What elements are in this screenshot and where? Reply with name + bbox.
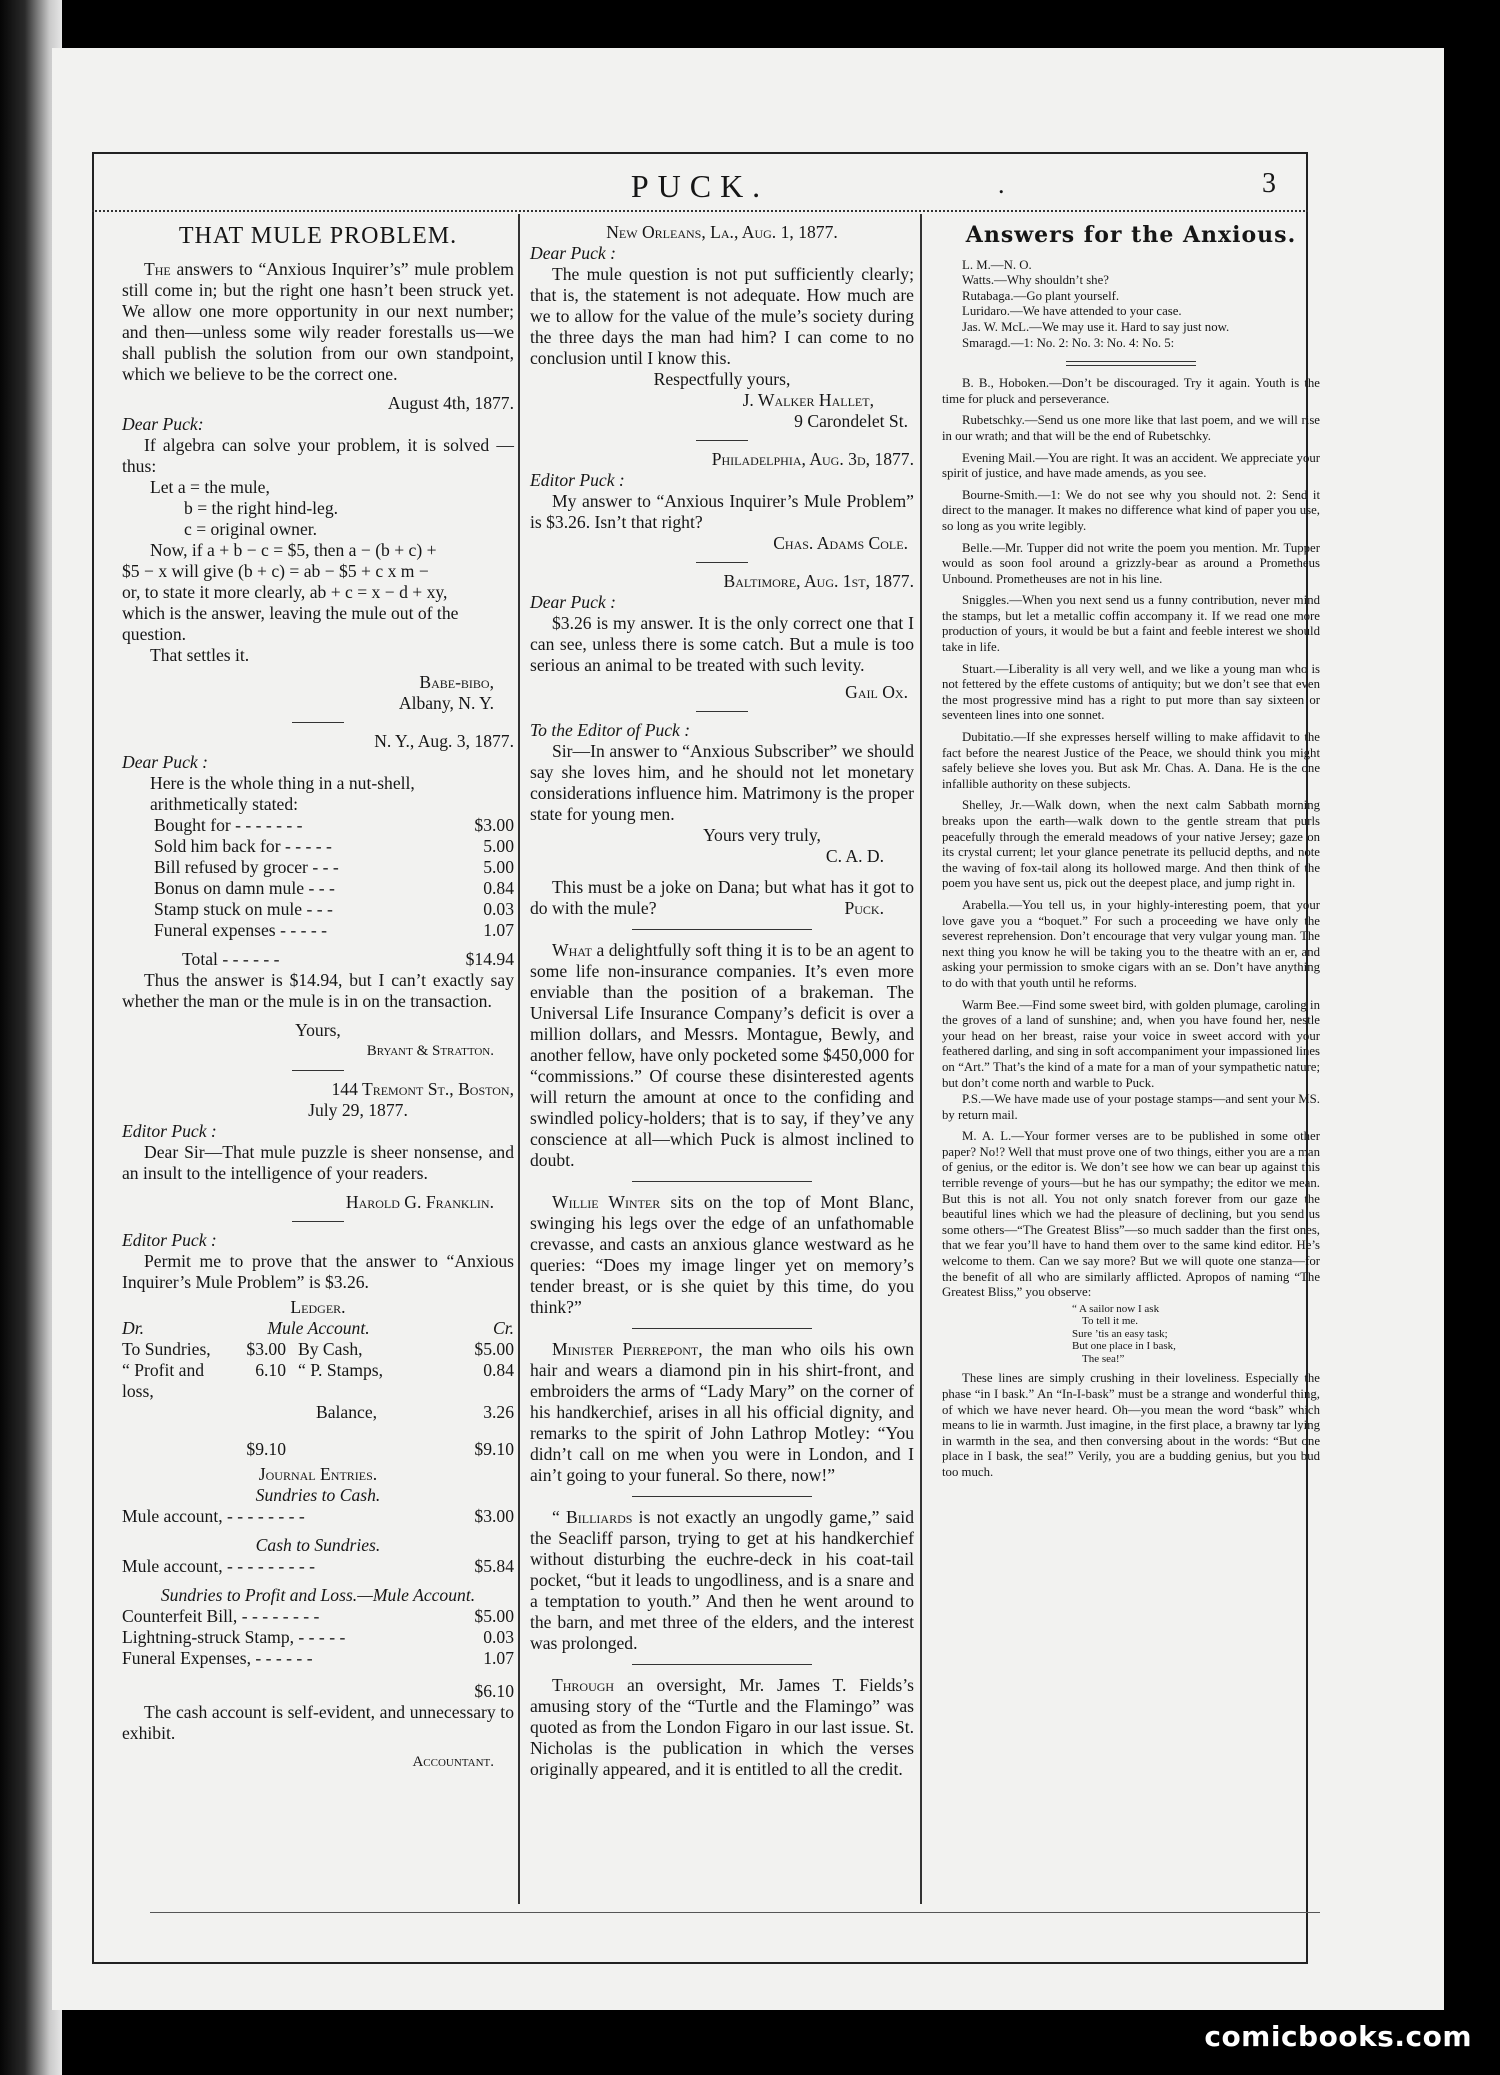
account-row	[122, 899, 514, 920]
letter-signature: Chas. Adams Cole.	[773, 533, 908, 553]
journal-amount: 0.03	[483, 1627, 514, 1647]
letter-body: The mule question is not put sufficiently clearly; that is, the statement is not adequate. How much are we to allow for the value of the mule’s society during the three days the man had him? I can come to no conclusion until I know this.	[530, 264, 914, 368]
account-amount: $3.00	[474, 815, 514, 835]
journal-label: Mule account,	[122, 1556, 223, 1576]
algebra-line: c = original owner.	[184, 519, 318, 539]
letter-place: Albany, N. Y.	[398, 693, 494, 713]
letter-closing: Yours very truly,	[703, 825, 821, 845]
letter-signature: Harold G. Franklin.	[345, 1192, 494, 1212]
letter-body: Sir—In answer to “Anxious Subscriber” we should say she loves him, and he should not let monetary considerations influence him. Matrimony is the proper state for young men.	[530, 741, 914, 824]
letter-date: New Orleans, La., Aug. 1, 1877.	[606, 222, 838, 242]
account-label: Bill refused by grocer	[154, 857, 308, 877]
letter-signature: Accountant.	[412, 1754, 494, 1770]
ledger-cr: Cr.	[492, 1318, 514, 1338]
ledger-row	[122, 1402, 514, 1423]
paragraph-text: is not exactly an ungodly game,” said the Seacliff parson, trying to get at his handkerchief without disturbing the euchre-deck in his coat-tail pocket, “but it leads to ungodliness, and is a snare and a temptation to youth.” And then he went around to the barn, and met three of the elders, and the interest was prolonged.	[530, 1507, 914, 1653]
lead-word: Willie Winter	[552, 1192, 661, 1212]
letter-salutation: To the Editor of Puck :	[530, 720, 691, 740]
journal-label: Funeral Expenses,	[122, 1648, 251, 1668]
note-text: This must be a joke on Dana; but what has it got to do with the mule?	[530, 877, 914, 918]
letter-body: Permit me to prove that the answer to “Anxious Inquirer’s Mule Problem” is $3.26.	[122, 1251, 514, 1292]
journal-total: $6.10	[474, 1681, 514, 1701]
letter-date: August 4th, 1877.	[387, 393, 514, 413]
account-amount: 0.03	[483, 899, 514, 919]
lead-word: What	[552, 940, 592, 960]
lead-word: “ Billiards	[552, 1507, 633, 1527]
journal-amount: $3.00	[474, 1506, 514, 1526]
account-row	[122, 878, 514, 899]
ledger-cell: To Sundries,	[122, 1339, 211, 1359]
poem-line: “ A sailor now I ask	[1072, 1302, 1160, 1315]
algebra-line: Let a = the mule,	[150, 477, 270, 497]
account-amount: 1.07	[483, 920, 514, 940]
letter-date: N. Y., Aug. 3, 1877.	[374, 731, 514, 751]
column-1	[122, 222, 514, 1773]
paragraph-text: an oversight, Mr. James T. Fields’s amusing story of the “Turtle and the Flamingo” was quoted as from the London Figaro in our last issue. St. Nicholas is the publication in which the verses originally appeared, and it is entitled to all the credit.	[530, 1675, 914, 1779]
ledger-total-row	[122, 1439, 514, 1460]
answer-item: Rutabaga.—Go plant yourself.	[962, 288, 1120, 303]
letter-signature: Babe-bibo,	[419, 672, 494, 692]
divider	[632, 1664, 812, 1665]
paragraph	[530, 1339, 914, 1486]
journal-row	[122, 1556, 514, 1577]
dot-leader: - - -	[312, 857, 339, 877]
account-row	[122, 920, 514, 941]
divider	[696, 711, 748, 712]
dot-leader: - - - - -	[280, 920, 327, 940]
ledger-header	[122, 1318, 514, 1339]
answer-item: L. M.—N. O.	[962, 257, 1032, 272]
letter-body: $3.26 is my answer. It is the only correct one that I can see, unless there is some catch. But a mule is too serious an animal to be treated with such levity.	[530, 613, 914, 675]
dot-leader: - - - - - - - -	[227, 1506, 305, 1526]
journal-amount: $5.00	[474, 1606, 514, 1626]
ledger-cell: $5.00	[474, 1339, 514, 1359]
intro-paragraph	[122, 259, 514, 385]
answer-item: Sniggles.—When you next send us a funny contribution, never mind the stamps, but let a metallic coffin accompany it. If we read one more production of yours, it would be but a faint and feeble interest we should take in life.	[942, 593, 1320, 655]
answer-item: Luridaro.—We have attended to your case.	[962, 304, 1182, 319]
paragraph	[530, 1192, 914, 1318]
answers-heading: Answers for the Anxious.	[965, 222, 1297, 248]
divider	[696, 562, 748, 563]
ledger-row	[122, 1339, 514, 1360]
letter-signature: Gail Ox.	[845, 682, 908, 702]
account-amount: 5.00	[483, 836, 514, 856]
divider	[632, 1328, 812, 1329]
answer-item: Watts.—Why shouldn’t she?	[962, 273, 1109, 288]
divider	[292, 722, 344, 723]
divider	[632, 1181, 812, 1182]
letter-text: That settles it.	[150, 645, 250, 665]
page-number: 3	[1262, 168, 1276, 199]
answer-item: Dubitatio.—If she expresses herself willing to make affidavit to the fact before the nearest Justice of the Peace, we should think you might safely believe she loves you. But ask Mr. Chas. A. Dana. He is the one infallible authority on these subjects.	[942, 730, 1320, 791]
journal-row	[122, 1506, 514, 1527]
letter-signature: J. Walker Hallet,	[742, 390, 874, 410]
lead-word: Through	[552, 1675, 615, 1695]
ledger-total: $9.10	[246, 1439, 286, 1459]
letter-salutation: Dear Puck :	[530, 243, 616, 263]
paragraph-text: sits on the top of Mont Blanc, swinging his legs over the edge of an unfathomable crevasse, and casts an anxious glance westward as he queries: “Does my image linger yet on memory’s tender breast, or is she quiet by this time, do you think?”	[530, 1192, 915, 1317]
dot-leader: - - -	[308, 878, 335, 898]
ledger-cell: “ P. Stamps,	[298, 1360, 384, 1380]
answer-item: Stuart.—Liberality is all very well, and we like a young man who is not fettered by the effete customs of antiquity; but we don’t see that even the most progressive mind has a right to put more than say sixteen or seventeen lines into one sonnet.	[942, 661, 1320, 723]
article-heading: THAT MULE PROBLEM.	[178, 223, 458, 249]
journal-label: Counterfeit Bill,	[122, 1606, 238, 1626]
algebra-line: Now, if a + b − c = $5, then a − (b + c) +	[150, 540, 437, 560]
answer-item: These lines are simply crushing in their loveliness. Especially the phase “in I bask.” An “In-I-bask” must be a strange and wonderful thing, of which we have never heard. Oh—you mean the word “bask” which means to lie in warmth. Just imagine, in the first place, a brawny tar lying in warmth in the sea, and then conversing about in the words: “But one place in I bask, the sea!” Verily, you are a budding genius, but you bud too much.	[942, 1371, 1320, 1479]
masthead-title: PUCK.	[630, 168, 770, 204]
letter-text: Thus the answer is $14.94, but I can’t exactly say whether the man or the mule is in on the transaction.	[122, 970, 514, 1011]
letter-salutation: Dear Puck :	[122, 752, 208, 772]
ledger-account: Mule Account.	[267, 1318, 370, 1338]
ledger-cell: $3.00	[246, 1339, 286, 1359]
letter-body: If algebra can solve your problem, it is solved —thus:	[122, 435, 514, 476]
divider	[292, 1221, 344, 1222]
ledger-cell: 3.26	[483, 1402, 514, 1422]
account-label: Stamp stuck on mule	[154, 899, 303, 919]
account-row	[122, 857, 514, 878]
letter-signature: C. A. D.	[825, 846, 884, 866]
ledger-cell: 0.84	[483, 1360, 514, 1380]
letter-address: 9 Carondelet St.	[794, 411, 908, 431]
account-amount: 0.84	[483, 878, 514, 898]
journal-row	[122, 1648, 514, 1669]
journal-label: Lightning-struck Stamp,	[122, 1627, 295, 1647]
ledger-heading: Ledger.	[290, 1297, 346, 1317]
account-label: Sold him back for	[154, 836, 281, 856]
dot-leader: - - - - -	[284, 836, 332, 856]
ledger-total: $9.10	[474, 1439, 514, 1459]
answer-item: Shelley, Jr.—Walk down, when the next calm Sabbath morning breaks upon the earth—walk down to the gentle stream that purls peacefully through the emerald meadows of your native Jersey; gaze on its crystal current; let your glance penetrate its pellucid depths, and note the waving of fox-tail along its hollowed marge. And then think of the poem you have sent us, pick out the deepest place, and jump right in.	[942, 798, 1320, 891]
intro-text: answers to “Anxious Inquirer’s” mule problem still come in; but the right one hasn’t been struck yet. We allow one more opportunity in our next number; and then—unless some wily reader forestalls us—we shall publish the solution from our own standpoint, which we believe to be the correct one.	[122, 259, 514, 384]
account-label: Bought for	[154, 815, 231, 835]
dot-leader: - - - - - - - - -	[227, 1556, 315, 1576]
account-row	[122, 815, 514, 836]
letter-date: Baltimore, Aug. 1st, 1877.	[723, 571, 914, 591]
letter-date: July 29, 1877.	[308, 1100, 408, 1120]
journal-heading: Journal Entries.	[258, 1464, 378, 1484]
journal-row	[122, 1606, 514, 1627]
letter-salutation: Editor Puck :	[530, 470, 625, 490]
divider	[1066, 361, 1196, 366]
letter-date: Philadelphia, Aug. 3d, 1877.	[711, 449, 914, 469]
letter-salutation: Dear Puck:	[122, 414, 204, 434]
poem-line: The sea!”	[1082, 1352, 1125, 1365]
divider	[696, 440, 748, 441]
paragraph	[530, 940, 914, 1171]
dot-leader: - - - - - -	[255, 1648, 313, 1668]
answer-item: P.S.—We have made use of your postage stamps—and sent your MS. by return mail.	[942, 1092, 1320, 1122]
algebra-line: which is the answer, leaving the mule out of the question.	[122, 603, 459, 644]
letter-salutation: Dear Puck :	[530, 592, 616, 612]
account-label: Funeral expenses	[154, 920, 276, 940]
masthead-rule	[92, 210, 1308, 212]
dot-leader: - - -	[306, 899, 333, 919]
total-label: Total	[182, 949, 218, 969]
ledger-cell: 6.10	[255, 1360, 286, 1380]
letter-address: 144 Tremont St., Boston,	[331, 1079, 514, 1099]
journal-amount: 1.07	[483, 1648, 514, 1668]
ledger-cell: Balance,	[316, 1402, 378, 1422]
answer-item: Smaragd.—1: No. 2: No. 3: No. 4: No. 5:	[962, 335, 1175, 350]
puck-note	[530, 877, 914, 919]
answer-item: M. A. L.—Your former verses are to be published in some other paper? No!? Well that must prove one of two things, either you are a man of genius, or the editor is. We don’t see how we can bear up against this terrible revenge of yours—but he has our sympathy; the editor we mean. But this is not all. You not only snatch forever from our gaze the beautiful lines which we had the pleasure of declining, but you send us some others—“The Greatest Bliss”—so much sadder than the first ones, that we fear you’ll have to hand them over to the same kind editor. He’s welcome to them. Can we say more? But we will quote one stanza—for the benefit of all who are similarly afflicted. Apropos of naming “The Greatest Bliss,” you observe:	[942, 1129, 1320, 1300]
algebra-line: b = the right hind-leg.	[184, 498, 339, 518]
dot-leader: - - - - - - - -	[241, 1606, 320, 1626]
masthead-dot: .	[998, 170, 1005, 199]
ledger-dr: Dr.	[122, 1318, 145, 1338]
paragraph	[530, 1675, 914, 1780]
letter-salutation: Editor Puck :	[122, 1230, 217, 1250]
algebra-line: or, to state it more clearly, ab + c = x − d + xy,	[122, 582, 448, 602]
journal-row	[122, 1627, 514, 1648]
account-total	[122, 949, 514, 970]
algebra-line: $5 − x will give (b + c) = ab − $5 + c x m −	[122, 561, 429, 581]
letter-body: My answer to “Anxious Inquirer’s Mule Problem” is $3.26. Isn’t that right?	[530, 491, 914, 532]
total-amount: $14.94	[465, 949, 514, 969]
answer-item: Evening Mail.—You are right. It was an accident. We appreciate your spirit of justice, and have made amends, as you see.	[942, 450, 1320, 481]
lead-word: Minister Pierrepont,	[552, 1339, 703, 1359]
dot-leader: - - - - - -	[222, 949, 280, 969]
quoted-poem	[942, 1303, 1320, 1366]
lead-word: The	[144, 259, 171, 279]
paragraph-text: a delightfully soft thing it is to be an agent to some life non-insurance companies. It’s even more enviable than the position of a brakeman. The Universal Life Insurance Company’s deficit is over a million dollars, and Messrs. Montague, Bewly, and another fellow, have only pocketed some $450,000 for “commissions.” Of course these disinterested agents will return the amount at once to the confiding and swindled policy-holders; that is to say, if they’ve any conscience at all—which Puck is almost inclined to doubt.	[530, 940, 914, 1170]
dot-leader: - - - - - - -	[235, 815, 303, 835]
dot-leader: - - - - -	[298, 1627, 346, 1647]
letter-body: Here is the whole thing in a nut-shell, arithmetically stated:	[150, 773, 415, 814]
divider	[632, 929, 812, 930]
paragraph	[530, 1507, 914, 1654]
poem-line: Sure ’tis an easy task;	[1072, 1327, 1168, 1340]
column-rule	[920, 214, 922, 1904]
divider	[632, 1496, 812, 1497]
account-row	[122, 836, 514, 857]
site-watermark: comicbooks.com	[1204, 2020, 1472, 2053]
journal-amount: $5.84	[474, 1556, 514, 1576]
poem-line: But one place in I bask,	[1072, 1340, 1176, 1353]
account-list	[122, 815, 514, 941]
ledger-row	[122, 1360, 514, 1402]
bottom-rule	[150, 1912, 1320, 1913]
column-2	[530, 222, 914, 1788]
letter-text: The cash account is self-evident, and unnecessary to exhibit.	[122, 1702, 514, 1743]
column-rule	[518, 214, 520, 1904]
letter-closing: Yours,	[295, 1020, 341, 1040]
account-amount: 5.00	[483, 857, 514, 877]
journal-label: Mule account,	[122, 1506, 223, 1526]
ledger-cell: By Cash,	[298, 1339, 363, 1359]
answer-item: Arabella.—You tell us, in your highly-interesting poem, that your love gave you a “boquet.” For such a proceeding we have only the severest reprehension. Don’t encourage that very vulgar young man. The next thing you know he will be taking you to the theatre with an er, and asking your permission to smoke cigars with an se. Don’t have anything to do with that youth until he reforms.	[942, 897, 1320, 990]
answer-item: Jas. W. McL.—We may use it. Hard to say just now.	[962, 319, 1230, 334]
letter-closing: Respectfully yours,	[653, 369, 791, 389]
letter-salutation: Editor Puck :	[122, 1121, 217, 1141]
divider	[292, 1070, 344, 1071]
masthead	[92, 168, 1308, 208]
poem-line: To tell it me.	[1082, 1315, 1139, 1328]
journal-subheading: Sundries to Profit and Loss.—Mule Account.	[160, 1585, 476, 1605]
note-signature: Puck.	[844, 898, 884, 918]
answer-item: Belle.—Mr. Tupper did not write the poem you mention. Mr. Tupper would as soon fool around a grizzly-bear as around a Prometheus Unbound. Prometheuses are not in his line.	[942, 540, 1320, 586]
paragraph-text: the man who oils his own hair and wears a diamond pin in his shirt-front, and embroiders the arms of “Lady Mary” on the corner of his handkerchief, arises in all his official dignity, and remarks to the spirit of John Lathrop Motley: “You didn’t call on me when you were in London, and I ain’t going to your funeral. So there, now!”	[530, 1339, 914, 1485]
ledger-cell: “ Profit and loss,	[122, 1360, 205, 1401]
answer-item: Rubetschky.—Send us one more like that last poem, and we will rise in our wrath; and that will be the end of Rubetschky.	[942, 413, 1320, 443]
letter-signature: Bryant & Stratton.	[366, 1043, 494, 1059]
letter-body: Dear Sir—That mule puzzle is sheer nonsense, and an insult to the intelligence of your readers.	[122, 1142, 514, 1183]
answer-item: Warm Bee.—Find some sweet bird, with golden plumage, caroling in the groves of a land of sunshine; and, when you have found her, nestle your head on her breast, raise your voice in sweet accord with your feathered darling, and sing in soft accompaniment your impassioned lines on “Art.” That’s the kind of a mate for a man of your sympathetic nature; but don’t come north and warble to Puck.	[942, 997, 1320, 1090]
answer-item: Bourne-Smith.—1: We do not see why you should not. 2: Send it direct to the manager. It makes no difference what kind of paper you use, so long as you write legibly.	[942, 487, 1320, 533]
account-label: Bonus on damn mule	[154, 878, 305, 898]
column-3	[942, 222, 1320, 1486]
journal-subheading: Sundries to Cash.	[255, 1485, 381, 1505]
journal-subheading: Cash to Sundries.	[255, 1535, 381, 1555]
answer-item: B. B., Hoboken.—Don’t be discouraged. Try it again. Youth is the time for pluck and perseverance.	[942, 376, 1320, 406]
